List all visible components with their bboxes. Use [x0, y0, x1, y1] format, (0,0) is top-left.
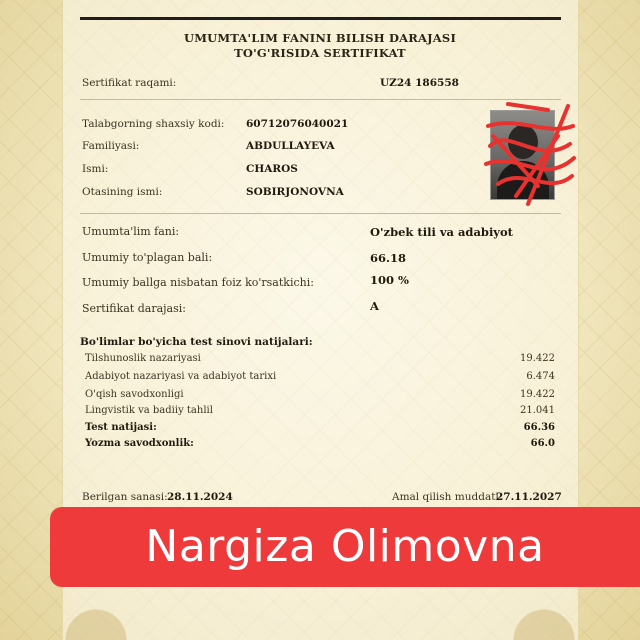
subject-value: O'zbek tili va adabiyot	[370, 225, 513, 239]
percent-value: 100 %	[370, 273, 409, 287]
sections-heading: Bo'limlar bo'yicha test sinovi natijalari:	[80, 336, 313, 348]
subject-label: Umumta'lim fani:	[82, 225, 180, 238]
section-name: Yozma savodxonlik:	[85, 438, 194, 449]
grade-value: A	[370, 299, 379, 313]
section-value: 66.36	[523, 422, 555, 433]
section-value: 66.0	[530, 438, 555, 449]
section-name: Lingvistik va badiiy tahlil	[85, 405, 213, 416]
certificate-title-line2: TO'G'RISIDA SERTIFIKAT	[234, 46, 406, 60]
cert-number-value: UZ24 186558	[380, 77, 459, 89]
surname-value: ABDULLAYEVA	[246, 140, 335, 152]
score-value: 66.18	[370, 251, 407, 265]
name-label: Ismi:	[82, 163, 109, 175]
cert-number-label: Sertifikat raqami:	[82, 77, 177, 89]
name-banner-text: Nargiza Olimovna	[145, 521, 545, 572]
bottom-ornament	[0, 587, 640, 640]
section-value: 21.041	[520, 405, 555, 416]
valid-label: Amal qilish muddati:	[392, 491, 503, 503]
section-name: Test natijasi:	[85, 422, 157, 433]
redaction-scribble	[478, 96, 578, 211]
patronymic-label: Otasining ismi:	[82, 186, 163, 198]
scribble-stroke	[486, 104, 574, 204]
issued-label: Berilgan sanasi:	[82, 491, 168, 503]
section-name: O'qish savodxonligi	[85, 389, 184, 400]
name-value: CHAROS	[246, 163, 298, 175]
grade-label: Sertifikat darajasi:	[82, 302, 186, 315]
issued-date: 28.11.2024	[167, 491, 233, 503]
pid-value: 60712076040021	[246, 118, 349, 130]
section-name: Tilshunoslik nazariyasi	[85, 353, 201, 364]
section-name: Adabiyot nazariyasi va adabiyot tarixi	[85, 371, 277, 382]
valid-date: 27.11.2027	[496, 491, 562, 503]
pid-label: Talabgorning shaxsiy kodi:	[82, 118, 225, 130]
section-value: 19.422	[520, 389, 555, 400]
surname-label: Familiyasi:	[82, 140, 140, 152]
patronymic-value: SOBIRJONOVNA	[246, 186, 344, 198]
percent-label: Umumiy ballga nisbatan foiz ko'rsatkichi:	[82, 276, 314, 289]
certificate-title-line1: UMUMTA'LIM FANINI BILISH DARAJASI	[183, 31, 457, 45]
section-value: 6.474	[526, 371, 555, 382]
section-value: 19.422	[520, 353, 555, 364]
divider	[80, 213, 561, 214]
top-rule	[80, 17, 561, 20]
score-label: Umumiy to'plagan bali:	[82, 251, 213, 264]
